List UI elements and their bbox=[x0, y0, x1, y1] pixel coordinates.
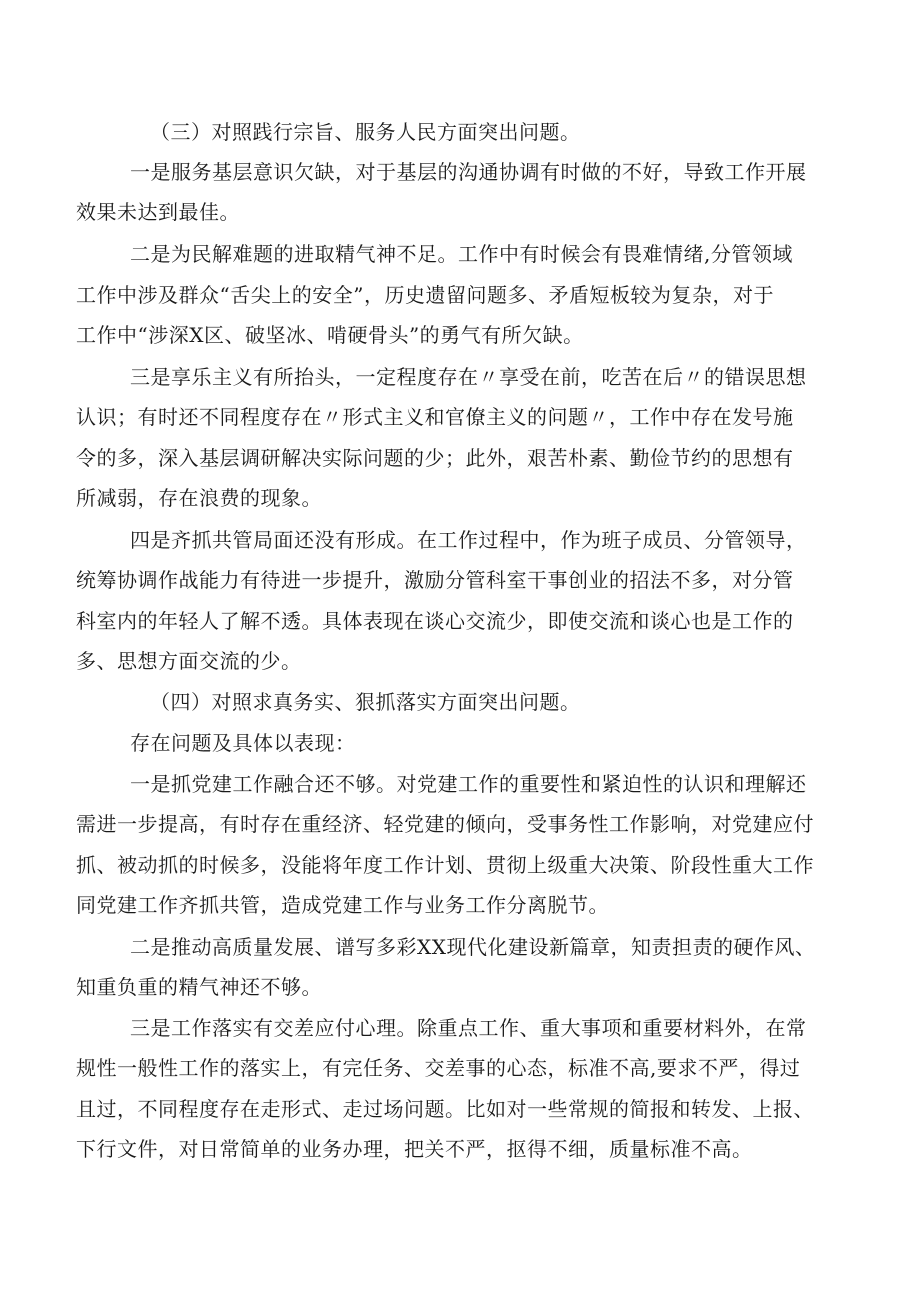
paragraph-line: 知重负重的精气神还不够。 bbox=[76, 975, 322, 999]
paragraph-line: 规性一般性工作的落实上，有完任务、交差事的心态，标准不高,要求不严，得过 bbox=[76, 1056, 801, 1080]
paragraph-line: 工作中“涉深X区、破坚冰、啃硬骨头”的勇气有所欠缺。 bbox=[76, 323, 584, 347]
paragraph-line: 二是为民解难题的进取精气神不足。工作中有时候会有畏难情绪,分管领域 bbox=[130, 242, 793, 266]
heading-section-three: （三）对照践行宗旨、服务人民方面突出问题。 bbox=[150, 120, 581, 144]
paragraph-line: 多、思想方面交流的少。 bbox=[76, 649, 302, 673]
paragraph-line: 工作中涉及群众“舌尖上的安全”，历史遗留问题多、矛盾短板较为复杂，对于 bbox=[76, 283, 774, 307]
paragraph-line: 下行文件，对日常简单的业务办理，把关不严，抠得不细，质量标准不高。 bbox=[76, 1137, 753, 1161]
paragraph-line: 二是推动高质量发展、谱写多彩XX现代化建设新篇章，知责担责的硬作风、 bbox=[130, 935, 816, 959]
paragraph-line: 存在问题及具体以表现： bbox=[130, 731, 356, 755]
paragraph-line: 三是享乐主义有所抬头，一定程度存在〃享受在前，吃苦在后〃的错误思想 bbox=[130, 365, 807, 389]
paragraph-line: 一是服务基层意识欠缺，对于基层的沟通协调有时做的不好，导致工作开展 bbox=[130, 160, 807, 184]
paragraph-line: 统筹协调作战能力有待进一步提升，激励分管科室干事创业的招法不多，对分管 bbox=[76, 568, 794, 592]
paragraph-line: 令的多，深入基层调研解决实际问题的少；此外，艰苦朴素、勤俭节约的思想有 bbox=[76, 446, 794, 470]
paragraph-line: 需进一步提高，有时存在重经济、轻党建的倾向，受事务性工作影响，对党建应付 bbox=[76, 812, 814, 836]
paragraph-line: 科室内的年轻人了解不透。具体表现在谈心交流少，即使交流和谈心也是工作的 bbox=[76, 609, 794, 633]
paragraph-line: 认识；有时还不同程度存在〃形式主义和官僚主义的问题〃，工作中存在发号施 bbox=[76, 405, 794, 429]
paragraph-line: 且过，不同程度存在走形式、走过场问题。比如对一些常规的简报和转发、上报、 bbox=[76, 1097, 814, 1121]
heading-section-four: （四）对照求真务实、狠抓落实方面突出问题。 bbox=[150, 690, 581, 714]
paragraph-line: 一是抓党建工作融合还不够。对党建工作的重要性和紧迫性的认识和理解还 bbox=[130, 772, 807, 796]
paragraph-line: 四是齐抓共管局面还没有形成。在工作过程中，作为班子成员、分管领导， bbox=[130, 528, 807, 552]
paragraph-line: 效果未达到最佳。 bbox=[76, 200, 240, 224]
paragraph-line: 所减弱，存在浪费的现象。 bbox=[76, 486, 322, 510]
paragraph-line: 三是工作落实有交差应付心理。除重点工作、重大事项和重要材料外，在常 bbox=[130, 1016, 807, 1040]
paragraph-line: 抓、被动抓的时候多，没能将年度工作计划、贯彻上级重大决策、阶段性重大工作 bbox=[76, 853, 814, 877]
paragraph-line: 同党建工作齐抓共管，造成党建工作与业务工作分离脱节。 bbox=[76, 893, 609, 917]
